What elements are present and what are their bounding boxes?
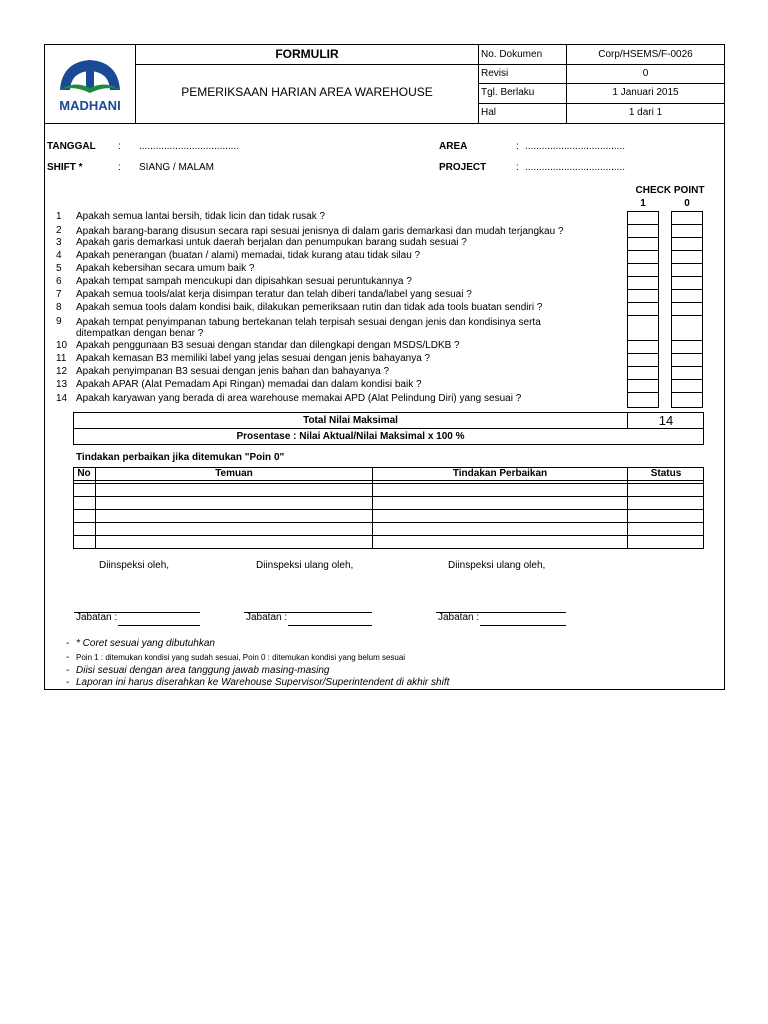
question-no: 12: [56, 366, 68, 377]
checkbox-divider: [671, 263, 703, 264]
jabatan-line[interactable]: [480, 625, 566, 626]
jabatan-line[interactable]: [288, 625, 372, 626]
checkbox-divider: [627, 302, 659, 303]
checkbox-divider: [671, 276, 703, 277]
table-row-divider: [73, 483, 704, 484]
note-dash: -: [66, 638, 70, 649]
question-no: 7: [56, 289, 62, 300]
note-text: * Coret sesuai yang dibutuhkan: [76, 638, 215, 649]
total-value: 14: [658, 413, 674, 428]
question-no: 5: [56, 263, 62, 274]
question-text: Apakah kebersihan secara umum baik ?: [76, 263, 255, 274]
signature-line[interactable]: [244, 612, 372, 613]
project-field[interactable]: ....................................: [525, 162, 626, 173]
svg-text:MADHANI: MADHANI: [59, 98, 121, 113]
question-text-continued: ditempatkan dengan benar ?: [76, 328, 204, 339]
signature-inspected: Diinspeksi oleh,: [99, 560, 170, 571]
jabatan-label: Jabatan :: [76, 612, 118, 623]
madhani-logo-icon: [52, 54, 128, 116]
colon: :: [118, 162, 121, 173]
question-no: 6: [56, 276, 62, 287]
jabatan-line[interactable]: [118, 625, 200, 626]
checkbox-divider: [671, 302, 703, 303]
checkbox-divider: [627, 353, 659, 354]
corrective-title: Tindakan perbaikan jika ditemukan "Poin 0": [76, 452, 285, 463]
checkbox-divider: [627, 289, 659, 290]
table-row[interactable]: [73, 496, 704, 497]
total-label: Total Nilai Maksimal: [303, 415, 398, 426]
signature-reinspected: Diinspeksi ulang oleh,: [256, 560, 354, 571]
checkbox-divider: [671, 340, 703, 341]
checkbox-divider: [627, 276, 659, 277]
note-dash: -: [66, 665, 70, 676]
checkbox-divider: [671, 224, 703, 225]
checkbox-divider: [671, 353, 703, 354]
col-header-temuan: Temuan: [215, 468, 253, 479]
question-text: Apakah semua tools/alat kerja disimpan teratur dan telah diberi tanda/label yang sesuai ?: [76, 289, 472, 300]
percent-label: Prosentase : Nilai Aktual/Nilai Maksimal x 100 %: [236, 431, 465, 442]
col-header-no: No: [77, 468, 91, 479]
question-no: 13: [56, 379, 68, 390]
meta-value: 1 Januari 2015: [612, 87, 679, 98]
question-text: Apakah penggunaan B3 sesuai dengan standar dan dilengkapi dengan MSDS/LDKB ?: [76, 340, 460, 351]
question-no: 11: [56, 353, 67, 364]
question-text: Apakah kemasan B3 memiliki label yang jelas sesuai dengan jenis bahayanya ?: [76, 353, 431, 364]
area-field[interactable]: ....................................: [525, 141, 626, 152]
question-no: 10: [56, 340, 68, 351]
madhani-logo: [52, 54, 128, 116]
signature-line[interactable]: [74, 612, 200, 613]
checkbox-divider: [671, 237, 703, 238]
question-text: Apakah penyimpanan B3 sesuai dengan jenis bahan dan bahayanya ?: [76, 366, 390, 377]
question-text: Apakah semua lantai bersih, tidak licin dan tidak rusak ?: [76, 211, 326, 222]
table-row[interactable]: [73, 535, 704, 536]
jabatan-label: Jabatan :: [246, 612, 288, 623]
project-label: PROJECT: [439, 162, 487, 173]
checkbox-divider: [671, 250, 703, 251]
checkbox-divider: [627, 263, 659, 264]
question-no: 1: [56, 211, 62, 222]
question-no: 3: [56, 237, 62, 248]
colon: :: [516, 141, 519, 152]
question-text: Apakah semua tools dalam kondisi baik, dilakukan pemeriksaan rutin dan tidak ada tools buatan sendiri ?: [76, 302, 543, 313]
checkbox-divider: [627, 315, 659, 316]
question-text: Apakah garis demarkasi untuk daerah berjalan dan penumpukan barang sudah sesuai ?: [76, 237, 467, 248]
checkbox-divider: [627, 340, 659, 341]
signature-line[interactable]: [436, 612, 566, 613]
question-no: 8: [56, 302, 62, 313]
question-text: Apakah karyawan yang berada di area warehouse memakai APD (Alat Pelindung Diri) yang sesuai ?: [76, 393, 522, 404]
note-text: Poin 1 : ditemukan kondisi yang sudah sesuai, Poin 0 : ditemukan kondisi yang belum sesuai: [76, 653, 406, 662]
meta-value: 1 dari 1: [628, 107, 663, 118]
question-text: Apakah tempat penyimpanan tabung bertekanan telah terpisah sesuai dengan jenis dan kondisinya serta: [76, 317, 541, 328]
meta-value: Corp/HSEMS/F-0026: [598, 49, 693, 60]
checkbox-divider: [671, 379, 703, 380]
note-dash: -: [66, 677, 70, 688]
question-text: Apakah barang-barang disusun secara rapi sesuai jenisnya di dalam garis demarkasi dan mudah terjangkau ?: [76, 226, 564, 237]
note-text: Diisi sesuai dengan area tanggung jawab masing-masing: [76, 665, 330, 676]
meta-label: Revisi: [481, 68, 509, 79]
totals-divider: [73, 428, 704, 429]
page-title: PEMERIKSAAN HARIAN AREA WAREHOUSE: [181, 85, 433, 99]
area-label: AREA: [439, 141, 468, 152]
table-row[interactable]: [73, 522, 704, 523]
checkbox-divider: [627, 250, 659, 251]
checkpoint-col-0: 0: [684, 198, 690, 209]
checkbox-divider: [671, 315, 703, 316]
question-no: 4: [56, 250, 62, 261]
checkbox-divider: [627, 366, 659, 367]
form-label: FORMULIR: [275, 47, 339, 61]
meta-label: No. Dokumen: [481, 49, 543, 60]
header-divider: [478, 83, 725, 84]
colon: :: [516, 162, 519, 173]
col-header-status: Status: [650, 468, 682, 479]
tanggal-label: TANGGAL: [47, 141, 96, 152]
jabatan-label: Jabatan :: [438, 612, 480, 623]
header-divider: [135, 64, 725, 65]
table-row[interactable]: [73, 509, 704, 510]
signature-reinspected: Diinspeksi ulang oleh,: [448, 560, 546, 571]
meta-label: Hal: [481, 107, 497, 118]
checkbox-divider: [671, 392, 703, 393]
question-text: Apakah tempat sampah mencukupi dan dipisahkan sesuai peruntukannya ?: [76, 276, 412, 287]
meta-value: 0: [642, 68, 649, 79]
table-row-divider: [73, 480, 704, 481]
shift-field[interactable]: SIANG / MALAM: [139, 162, 215, 173]
checkbox-divider: [671, 366, 703, 367]
checkpoint-col-1: 1: [640, 198, 646, 209]
note-text: Laporan ini harus diserahkan ke Warehouse Supervisor/Superintendent di akhir shift: [76, 677, 450, 688]
checkpoint-title: CHECK POINT: [635, 185, 705, 196]
header-divider: [44, 123, 725, 124]
header-divider: [478, 103, 725, 104]
colon: :: [118, 141, 121, 152]
col-header-tindakan: Tindakan Perbaikan: [452, 468, 548, 479]
tanggal-field[interactable]: ....................................: [139, 141, 240, 152]
question-no: 9: [56, 316, 62, 327]
shift-label: SHIFT *: [47, 162, 83, 173]
question-no: 14: [56, 393, 68, 404]
question-text: Apakah penerangan (buatan / alami) memadai, tidak kurang atau tidak silau ?: [76, 250, 421, 261]
checkbox-divider: [627, 379, 659, 380]
checkbox-divider: [627, 224, 659, 225]
meta-label: Tgl. Berlaku: [481, 87, 535, 98]
checkbox-divider: [627, 392, 659, 393]
question-text: Apakah APAR (Alat Pemadam Api Ringan) memadai dan dalam kondisi baik ?: [76, 379, 422, 390]
question-no: 2: [56, 225, 62, 236]
checkbox-divider: [671, 289, 703, 290]
note-dash: -: [66, 652, 70, 663]
checkbox-divider: [627, 237, 659, 238]
